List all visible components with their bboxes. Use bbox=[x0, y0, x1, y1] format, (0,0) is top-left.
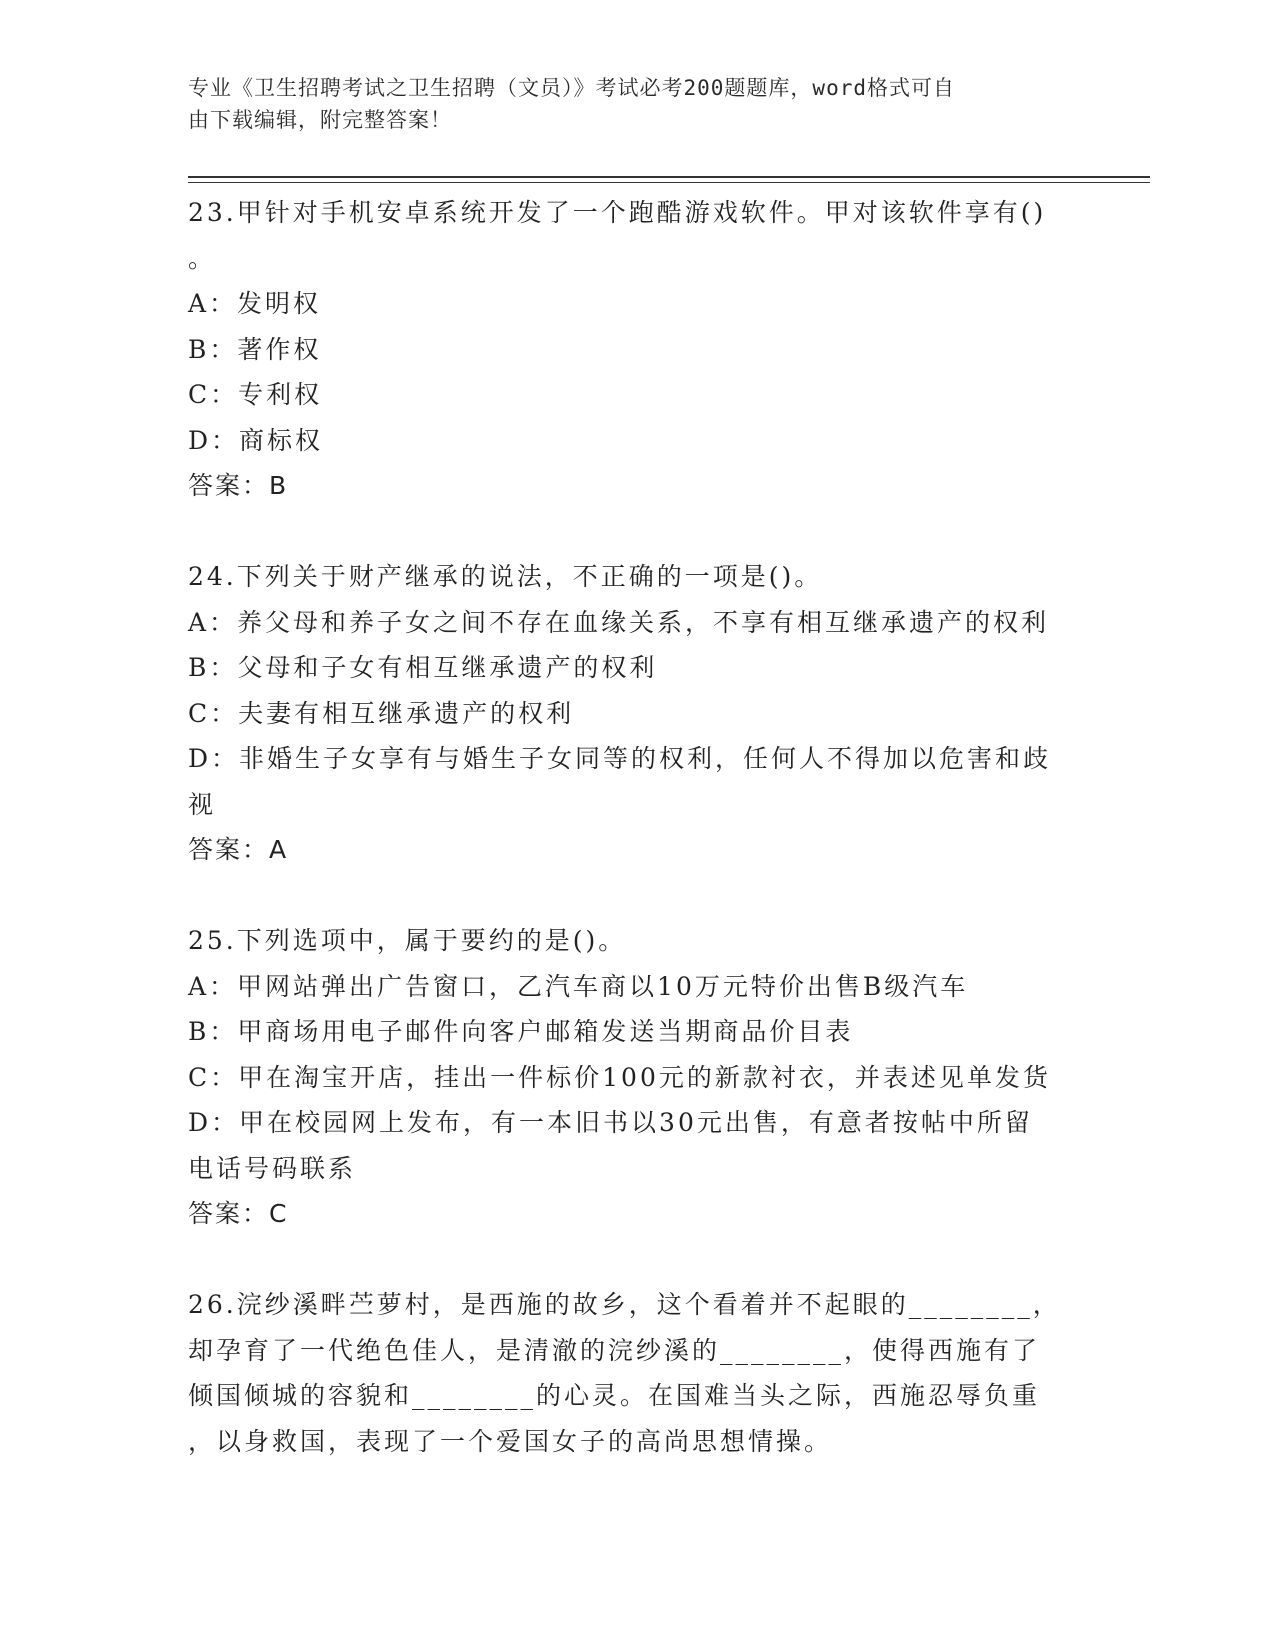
option-a: A：发明权 bbox=[188, 289, 322, 318]
question-26 bbox=[188, 1282, 1088, 1464]
question-stem: 24.下列关于财产继承的说法，不正确的一项是()。 bbox=[188, 562, 823, 591]
option-d: D：商标权 bbox=[188, 425, 324, 455]
option-a: A：养父母和养子女之间不存在血缘关系，不享有相互继承遗产的权利 bbox=[188, 607, 1050, 637]
option-d-continuation: 视 bbox=[188, 789, 217, 819]
option-d-continuation: 电话号码联系 bbox=[188, 1153, 357, 1183]
question-text-line: ，以身救国，表现了一个爱国女子的高尚思想情操。 bbox=[188, 1426, 833, 1456]
page-header bbox=[188, 72, 1068, 136]
question-list bbox=[188, 190, 1088, 1464]
option-b: B：著作权 bbox=[188, 334, 322, 364]
header-divider-thick bbox=[188, 176, 1150, 178]
answer: 答案：A bbox=[188, 835, 289, 864]
option-b: B：父母和子女有相互继承遗产的权利 bbox=[188, 653, 658, 682]
header-line-2: 由下载编辑，附完整答案！ bbox=[188, 108, 452, 132]
option-b: B：甲商场用电子邮件向客户邮箱发送当期商品价目表 bbox=[188, 1017, 854, 1046]
answer: 答案：C bbox=[188, 1199, 289, 1228]
question-24 bbox=[188, 554, 1088, 873]
question-text-line: 却孕育了一代绝色佳人，是清澈的浣纱溪的________，使得西施有了 bbox=[188, 1335, 1041, 1365]
answer: 答案：B bbox=[188, 471, 289, 500]
option-c: C：专利权 bbox=[188, 380, 323, 409]
option-a: A：甲网站弹出广告窗口，乙汽车商以10万元特价出售B级汽车 bbox=[188, 971, 969, 1001]
header-line-1: 专业《卫生招聘考试之卫生招聘（文员）》考试必考200题题库，word格式可自 bbox=[188, 76, 955, 100]
question-text-line: 26.浣纱溪畔苎萝村，是西施的故乡，这个看着并不起眼的________， bbox=[188, 1290, 1061, 1319]
question-23 bbox=[188, 190, 1088, 509]
question-stem: 23.甲针对手机安卓系统开发了一个跑酷游戏软件。甲对该软件享有() bbox=[188, 198, 1047, 227]
question-25 bbox=[188, 918, 1088, 1237]
option-d: D：甲在校园网上发布，有一本旧书以30元出售，有意者按帖中所留 bbox=[188, 1108, 1033, 1137]
option-c: C：甲在淘宝开店，挂出一件标价100元的新款衬衣，并表述见单发货 bbox=[188, 1062, 1051, 1092]
option-c: C：夫妻有相互继承遗产的权利 bbox=[188, 698, 575, 728]
question-stem: 25.下列选项中，属于要约的是()。 bbox=[188, 926, 627, 955]
option-d: D：非婚生子女享有与婚生子女同等的权利，任何人不得加以危害和歧 bbox=[188, 744, 1052, 773]
question-text-line: 倾国倾城的容貌和________的心灵。在国难当头之际，西施忍辱负重 bbox=[188, 1381, 1041, 1410]
header-divider-thin bbox=[188, 182, 1150, 183]
question-stem-continuation: 。 bbox=[188, 243, 217, 273]
